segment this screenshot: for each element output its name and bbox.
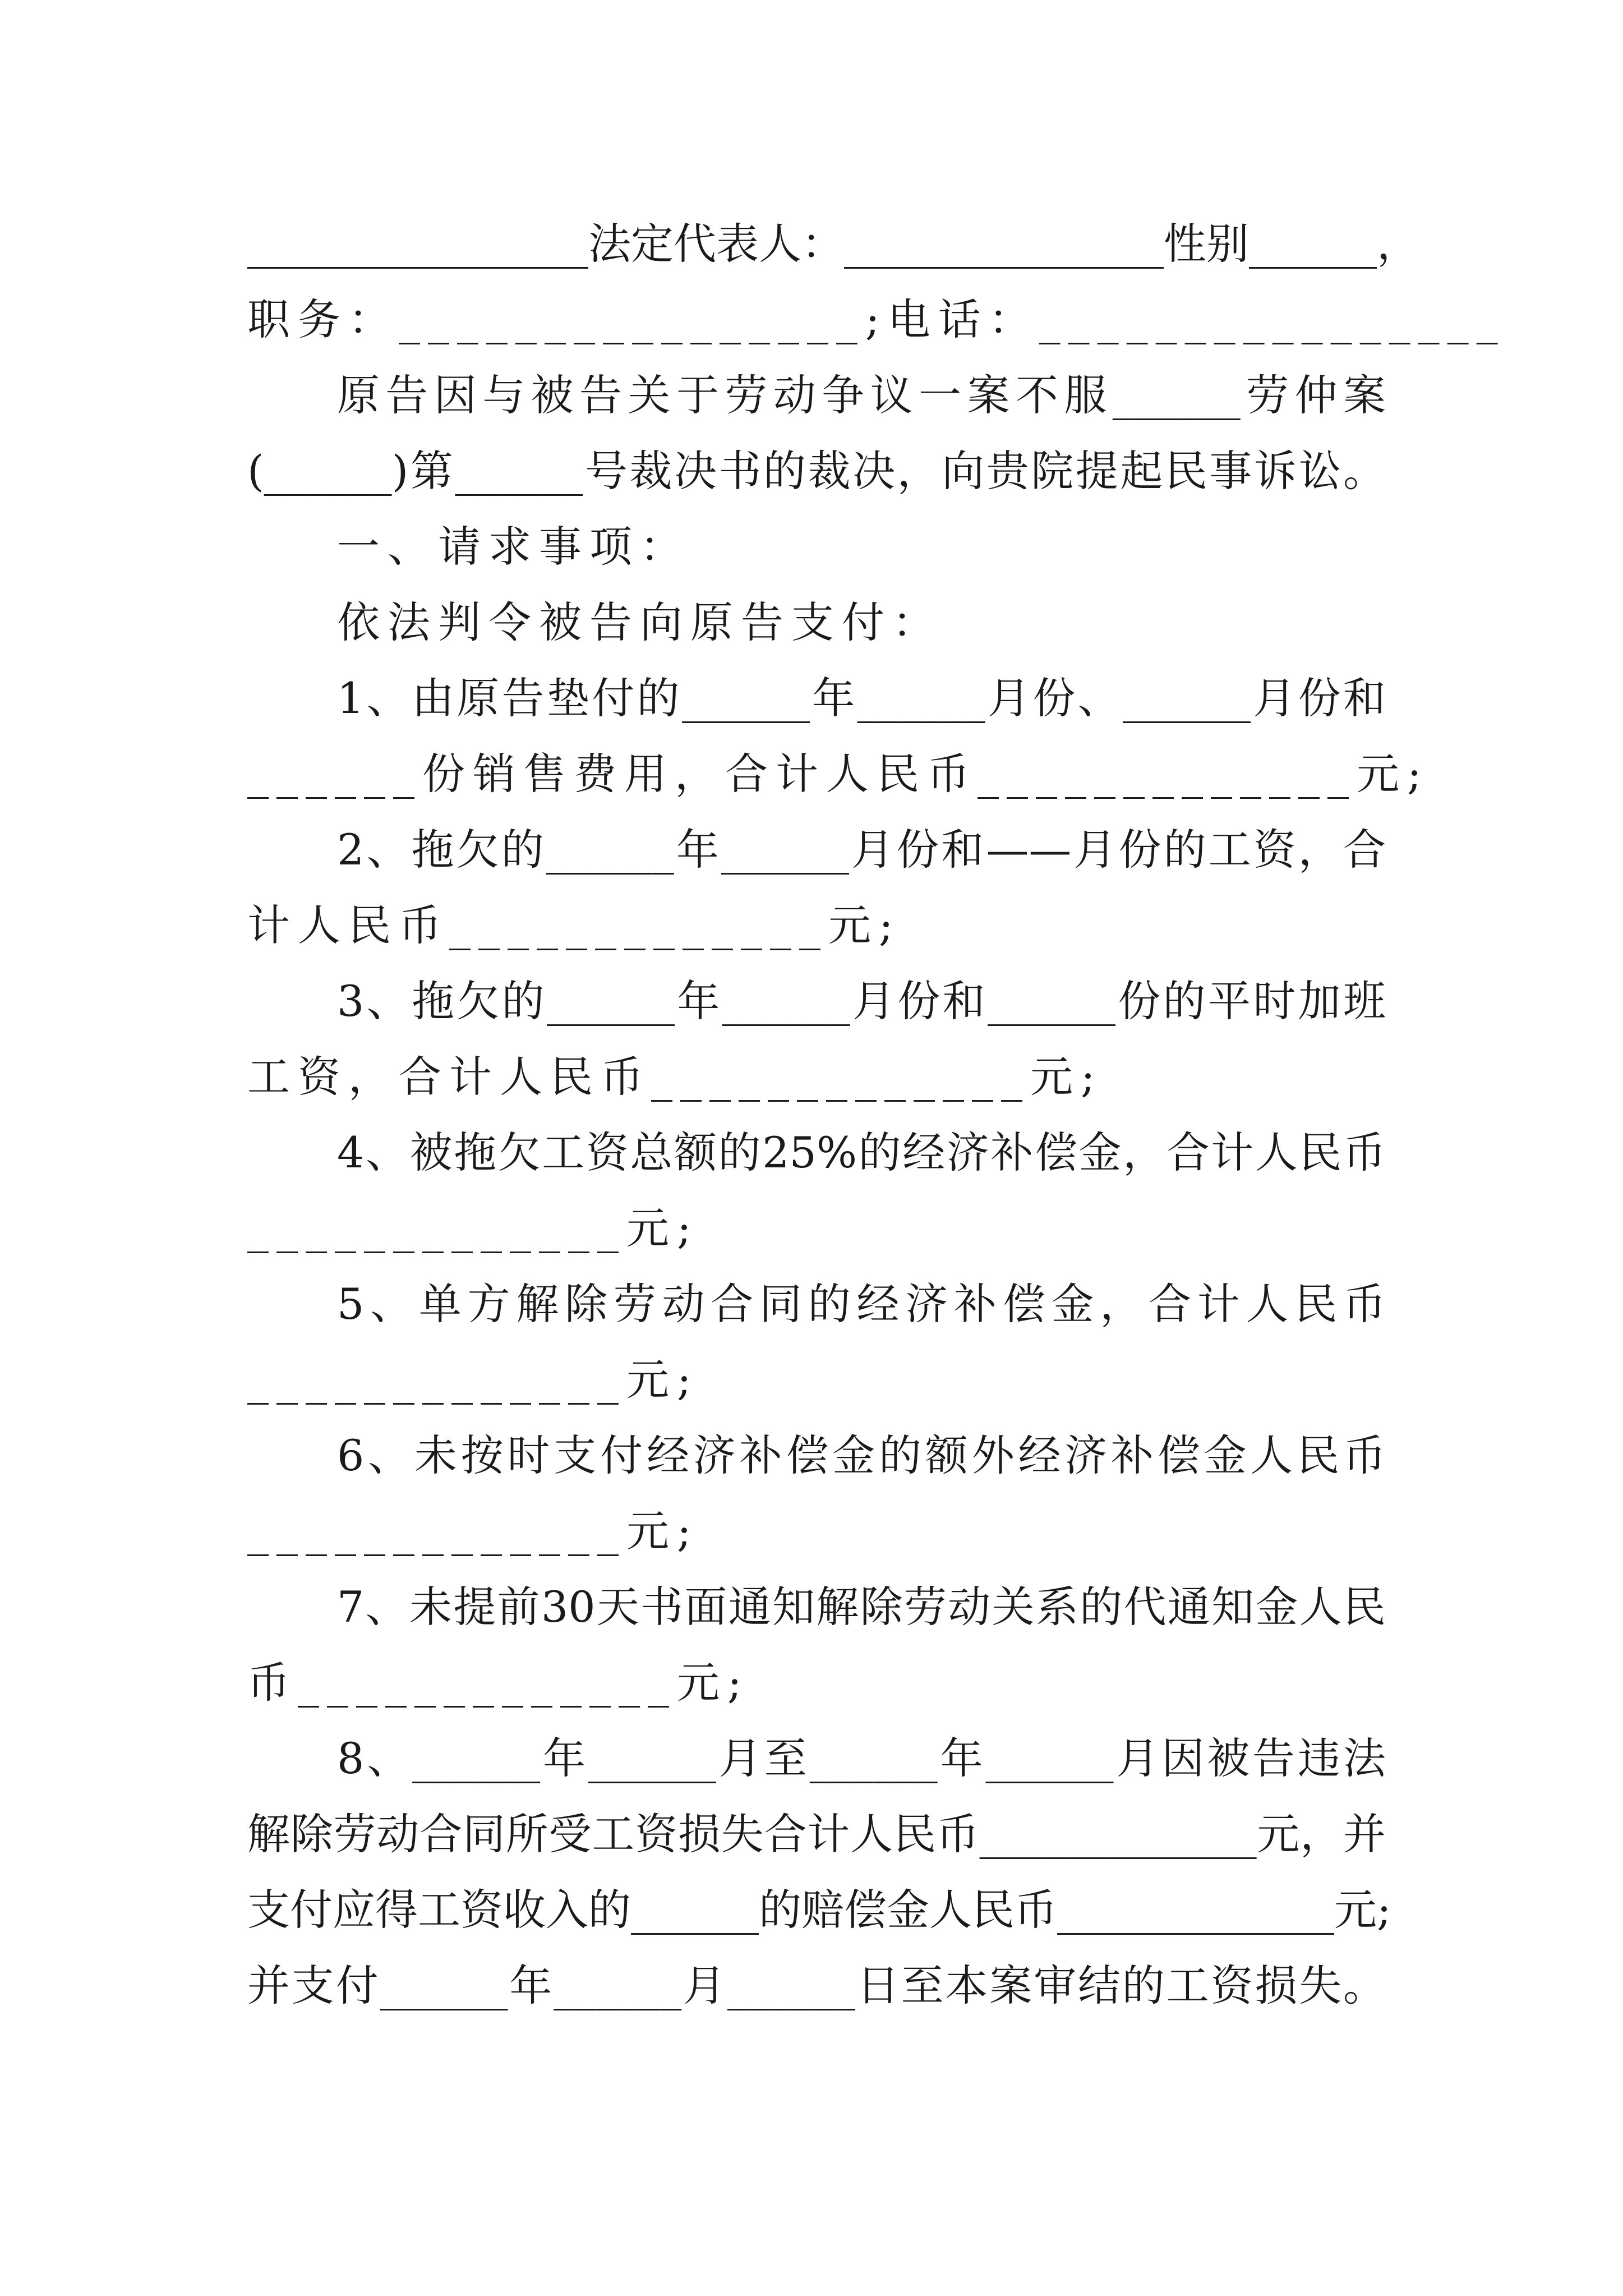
text-line: ______份销售费用，合计人民币_____________元; — [247, 749, 1430, 799]
text-line: 5、单方解除劳动合同的经济补偿金，合计人民币 — [337, 1279, 1386, 1329]
text-line: 原告因与被告关于劳动争议一案不服______劳仲案 — [337, 370, 1386, 420]
text-line: 支付应得工资收入的______的赔偿金人民币_____________元; — [247, 1885, 1391, 1935]
text-line: 7、未提前30天书面通知解除劳动关系的代通知金人民 — [337, 1582, 1386, 1632]
text-line: 工资，合计人民币_____________元; — [247, 1052, 1103, 1102]
text-line: 计人民币_____________元; — [247, 900, 901, 950]
text-line: 一、请求事项： — [337, 522, 690, 572]
text-line: 8、______年______月至______年______月因被告违法 — [337, 1733, 1386, 1783]
text-line: 并支付______年______月______日至本案审结的工资损失。 — [247, 1961, 1386, 2010]
text-line: ________________法定代表人：_______________性别______， — [247, 219, 1419, 269]
text-line: 职务：________________;电话：________________ — [247, 295, 1506, 344]
text-line: 2、拖欠的______年______月份和——月份的工资，合 — [337, 825, 1386, 875]
text-line: _____________元; — [247, 1203, 699, 1253]
text-line: _____________元; — [247, 1506, 699, 1556]
text-line: 6、未按时支付经济补偿金的额外经济补偿金人民币 — [337, 1430, 1386, 1480]
text-line: 3、拖欠的______年______月份和______份的平时加班 — [337, 976, 1386, 1026]
text-line: 依法判令被告向原告支付： — [337, 597, 943, 647]
text-line: 4、被拖欠工资总额的25%的经济补偿金，合计人民币 — [337, 1128, 1386, 1177]
text-line: _____________元; — [247, 1355, 699, 1405]
text-line: 1、由原告垫付的______年______月份、______月份和 — [337, 673, 1386, 723]
text-line: (______)第______号裁决书的裁决，向贵院提起民事诉讼。 — [247, 446, 1386, 496]
text-line: 币_____________元; — [247, 1658, 750, 1708]
text-line: 解除劳动合同所受工资损失合计人民币_____________元，并 — [247, 1809, 1386, 1859]
